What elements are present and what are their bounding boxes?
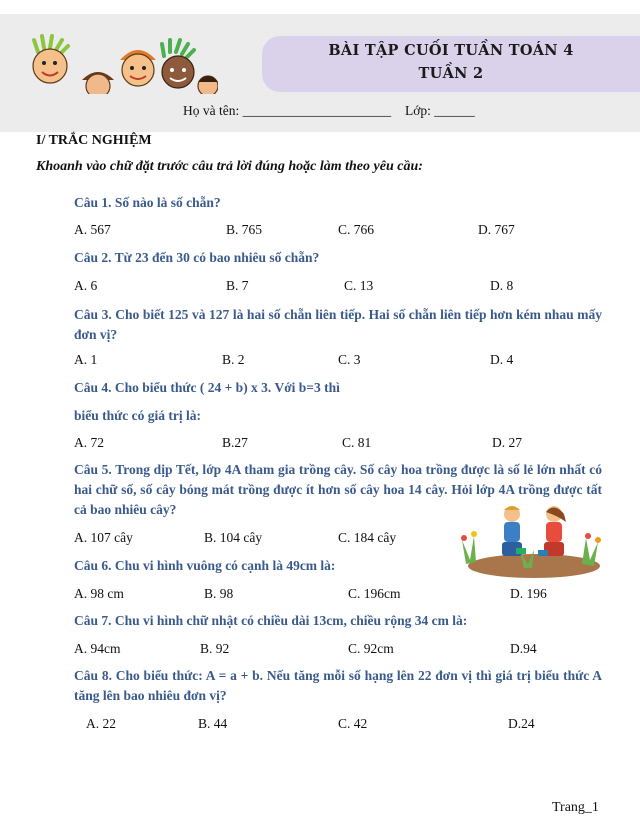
- question-8: Câu 8. Cho biểu thức: A = a + b. Nếu tăng mỗi số hạng lên 22 đơn vị thì giá trị biểu thức A tăng lên bao nhiêu đơn vị?: [74, 668, 602, 703]
- title-box: [262, 36, 640, 92]
- q6-option-b[interactable]: B. 98: [204, 586, 234, 601]
- question-7: Câu 7. Chu vi hình chữ nhật có chiều dài 13cm, chiều rộng 34 cm là:: [74, 613, 468, 628]
- q2-option-d[interactable]: D. 8: [490, 278, 514, 293]
- question-2: Câu 2. Từ 23 đến 30 có bao nhiêu số chẵn?: [74, 250, 320, 265]
- q1-option-a[interactable]: A. 567: [74, 222, 111, 237]
- q7-option-d[interactable]: D.94: [510, 641, 537, 656]
- q4-option-c[interactable]: C. 81: [342, 435, 372, 450]
- section-instruction: Khoanh vào chữ đặt trước câu trả lời đúng hoặc làm theo yêu cầu:: [36, 159, 423, 174]
- question-1: Câu 1. Số nào là số chẵn?: [74, 195, 221, 210]
- kid-1: [33, 36, 68, 83]
- kid-3: [120, 50, 156, 86]
- q5-option-c[interactable]: C. 184 cây: [338, 530, 397, 545]
- q7-option-c[interactable]: C. 92cm: [348, 641, 394, 656]
- q4-option-d[interactable]: D. 27: [492, 435, 522, 450]
- worksheet-title: BÀI TẬP CUỐI TUẦN TOÁN 4: [328, 42, 574, 59]
- q3-option-b[interactable]: B. 2: [222, 352, 245, 367]
- q6-option-a[interactable]: A. 98 cm: [74, 586, 124, 601]
- q7-option-a[interactable]: A. 94cm: [74, 641, 121, 656]
- class-field[interactable]: Lớp: ______: [405, 103, 475, 118]
- q7-option-b[interactable]: B. 92: [200, 641, 230, 656]
- kid-4: [162, 40, 194, 88]
- q6-option-c[interactable]: C. 196cm: [348, 586, 401, 601]
- q5-option-b[interactable]: B. 104 cây: [204, 530, 263, 545]
- q1-option-c[interactable]: C. 766: [338, 222, 375, 237]
- question-6: Câu 6. Chu vi hình vuông có cạnh là 49cm là:: [74, 558, 336, 573]
- q2-option-a[interactable]: A. 6: [74, 278, 98, 293]
- q2-option-b[interactable]: B. 7: [226, 278, 249, 293]
- q3-option-a[interactable]: A. 1: [74, 352, 98, 367]
- kid-5: [198, 76, 218, 94]
- week-label: TUẦN 2: [418, 65, 484, 82]
- q8-option-a[interactable]: A. 22: [86, 716, 116, 731]
- page-number: Trang_1: [552, 800, 599, 815]
- q4-option-b[interactable]: B.27: [222, 435, 248, 450]
- children-illustration: [28, 34, 218, 94]
- q2-option-c[interactable]: C. 13: [344, 278, 374, 293]
- q8-option-d[interactable]: D.24: [508, 716, 535, 731]
- q6-option-d[interactable]: D. 196: [510, 586, 547, 601]
- kid-2: [82, 72, 114, 94]
- q8-option-c[interactable]: C. 42: [338, 716, 368, 731]
- q1-option-d[interactable]: D. 767: [478, 222, 515, 237]
- q3-option-c[interactable]: C. 3: [338, 352, 361, 367]
- question-5: Câu 5. Trong dịp Tết, lớp 4A tham gia trồng cây. Số cây hoa trồng được là số lẻ lớn nhất có hai chữ số, số cây bóng mát trồng được ít hơn số cây hoa 14 cây. Hỏi lớp 4A trồng được tất cả bao nhiêu cây?: [74, 462, 602, 517]
- question-4-line-1: Câu 4. Cho biểu thức ( 24 + b) x 3. Với b=3 thì: [74, 380, 340, 395]
- question-4-line-2: biểu thức có giá trị là:: [74, 408, 201, 423]
- section-heading: I/ TRẮC NGHIỆM: [36, 133, 152, 148]
- q8-option-b[interactable]: B. 44: [198, 716, 228, 731]
- q4-option-a[interactable]: A. 72: [74, 435, 104, 450]
- question-3: Câu 3. Cho biết 125 và 127 là hai số chẵn liên tiếp. Hai số chẵn liên tiếp hơn kém nhau mấy đơn vị?: [74, 307, 602, 342]
- name-field[interactable]: Họ và tên: ______________________: [183, 103, 392, 118]
- q5-option-a[interactable]: A. 107 cây: [74, 530, 133, 545]
- gardener-boy: [502, 506, 526, 556]
- q3-option-d[interactable]: D. 4: [490, 352, 514, 367]
- gardening-children-illustration: [454, 500, 604, 582]
- gardener-girl: [538, 506, 566, 556]
- q1-option-b[interactable]: B. 765: [226, 222, 263, 237]
